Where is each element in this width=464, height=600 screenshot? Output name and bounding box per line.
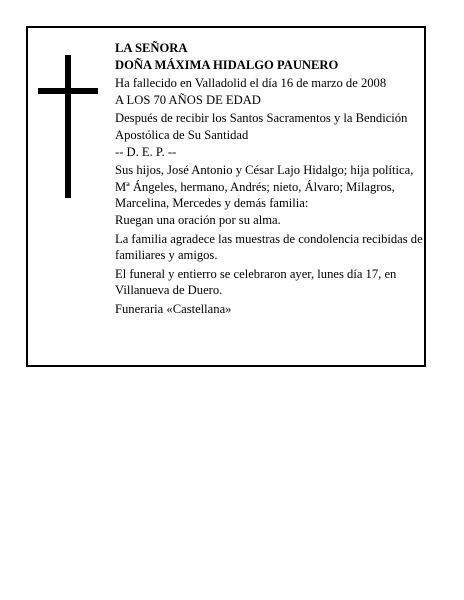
notice-text-block	[115, 40, 423, 318]
cross-vertical-bar	[65, 55, 71, 198]
prayer-line: Ruegan una oración por su alma.	[115, 212, 281, 227]
sacraments-line: Después de recibir los Santos Sacramentos y la Bendición Apostólica de Su Santidad	[115, 111, 408, 142]
dep-line: -- D. E. P. --	[115, 144, 177, 159]
obituary-notice	[26, 26, 426, 367]
age-line: A LOS 70 AÑOS DE EDAD	[115, 92, 261, 107]
funeral-line: El funeral y entierro se celebraron ayer, lunes día 17, en Villanueva de Duero.	[115, 266, 397, 298]
notice-title-line1: LA SEÑORA	[115, 41, 188, 55]
thanks-line: La familia agradece las muestras de condolencia recibidas de familiares y amigos.	[115, 231, 423, 263]
family-line: Sus hijos, José Antonio y César Lajo Hidalgo; hija política, Mª Ángeles, hermano, Andrés; nieto, Álvaro; Milagros, Marcelina, Mercedes y demás familia:	[115, 163, 414, 211]
cross-horizontal-bar	[38, 88, 98, 94]
notice-title-line2: DOÑA MÁXIMA HIDALGO PAUNERO	[115, 57, 339, 72]
cross-icon	[38, 55, 100, 198]
death-announcement: Ha fallecido en Valladolid el día 16 de marzo de 2008	[115, 76, 387, 91]
funeral-home-line: Funeraria «Castellana»	[115, 301, 232, 316]
